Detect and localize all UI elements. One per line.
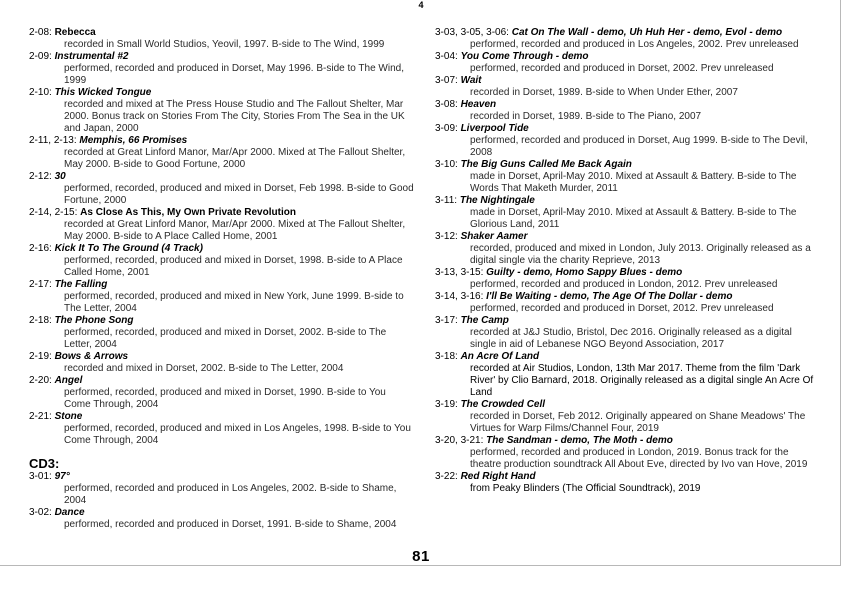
track-entry [435,159,815,195]
track-heading [29,51,414,63]
track-entry [435,291,815,315]
track-description: recorded and mixed in Dorset, 2002. B-side to The Letter, 2004 [64,363,344,374]
track-number: 3-20, 3-21: [435,435,484,446]
track-title: The Big Guns Called Me Back Again [460,159,632,170]
cd3-track-list [29,471,414,531]
track-entry [435,399,815,435]
track-heading [29,471,414,483]
track-title: Instrumental #2 [54,51,129,62]
track-heading [29,243,414,255]
track-entry [29,411,414,447]
track-title: Kick It To The Ground (4 Track) [54,243,203,254]
left-column [29,27,414,531]
track-description: recorded in Dorset, 1989. B-side to The Piano, 2007 [470,111,702,122]
track-description: recorded in Dorset, Feb 2012. Originally appeared on Shane Meadows' The Virtues for Warp Films/Channel Four, 2019 [470,411,806,434]
track-heading [435,195,815,207]
track-description: recorded in Small World Studios, Yeovil, 1997. B-side to The Wind, 1999 [64,39,385,50]
track-number: 3-02: [29,507,52,518]
track-title: As Close As This, My Own Private Revolution [80,207,296,218]
track-title: Memphis, 66 Promises [79,135,188,146]
track-description: recorded in Dorset, 1989. B-side to When Under Ether, 2007 [470,87,738,98]
track-entry [435,471,815,495]
track-description: from Peaky Blinders (The Official Soundtrack), 2019 [470,483,701,494]
track-number: 2-20: [29,375,52,386]
track-title: Heaven [460,99,497,110]
track-title: 30 [54,171,66,182]
track-title: Stone [54,411,83,422]
track-heading [29,135,414,147]
track-description: made in Dorset, April-May 2010. Mixed at Assault & Battery. B-side to The Words That Maketh Murder, 2011 [470,171,797,194]
track-description: recorded, produced and mixed in London, July 2013. Originally released as a digital single via the charity Reprieve, 2013 [470,243,811,266]
track-title: Bows & Arrows [54,351,129,362]
track-description: performed, recorded and produced in Dorset, Aug 1999. B-side to The Devil, 2008 [470,135,808,158]
track-entry [435,267,815,291]
track-heading [29,375,414,387]
track-entry [29,351,414,375]
track-entry [29,87,414,135]
track-heading [435,231,815,243]
track-title: The Crowded Cell [460,399,546,410]
track-number: 2-19: [29,351,52,362]
track-entry [29,279,414,315]
track-heading [435,471,815,483]
track-heading [29,207,414,219]
track-number: 3-22: [435,471,458,482]
track-title: Red Right Hand [460,471,536,482]
page-number: 81 [412,548,430,565]
track-title: The Camp [460,315,509,326]
track-number: 3-13, 3-15: [435,267,484,278]
track-heading [29,351,414,363]
track-entry [435,51,815,75]
track-number: 3-09: [435,123,458,134]
track-title: The Sandman - demo, The Moth - demo [486,435,673,446]
cd3-track-list-continued [435,27,815,495]
track-number: 2-17: [29,279,52,290]
track-number: 3-07: [435,75,458,86]
track-title: Liverpool Tide [460,123,529,134]
track-entry [29,471,414,507]
track-description: performed, recorded and produced in Los Angeles, 2002. Prev unreleased [470,39,799,50]
track-heading [435,291,815,303]
track-description: performed, recorded, produced and mixed in Dorset, 1990. B-side to You Come Through, 2004 [64,387,386,410]
track-number: 3-11: [435,195,458,206]
track-description: performed, recorded and produced in London, 2012. Prev unreleased [470,279,778,290]
track-entry [29,27,414,51]
track-entry [29,507,414,531]
track-title: The Nightingale [459,195,535,206]
track-heading [435,399,815,411]
track-description: performed, recorded and produced in Los Angeles, 2002. B-side to Shame, 2004 [64,483,397,506]
track-heading [29,315,414,327]
track-heading [435,27,815,39]
track-title: Shaker Aamer [460,231,528,242]
track-title: Guilty - demo, Homo Sappy Blues - demo [486,267,683,278]
track-title: An Acre Of Land [460,351,540,362]
track-entry [29,315,414,351]
track-entry [435,99,815,123]
track-heading [435,435,815,447]
track-description: recorded at Air Studios, London, 13th Mar 2017. Theme from the film 'Dark River' by Clio Barnard, 2018. Originally released as a digital single An Acre Of Land [470,363,814,398]
track-description: performed, recorded and produced in Dorset, 1991. B-side to Shame, 2004 [64,519,397,530]
track-number: 2-09: [29,51,52,62]
track-description: recorded at Great Linford Manor, Mar/Apr 2000. Mixed at The Fallout Shelter, May 2000. B-side to Good Fortune, 2000 [64,147,406,170]
track-entry [29,171,414,207]
track-heading [435,75,815,87]
track-number: 2-14, 2-15: [29,207,78,218]
track-description: recorded and mixed at The Press House Studio and The Fallout Shelter, Mar 2000. Bonus track on Stories From The City, Stories From The Sea in the UK and Japan, 2000 [64,99,405,134]
track-number: 2-18: [29,315,52,326]
track-heading [435,123,815,135]
track-number: 3-04: [435,51,458,62]
track-description: performed, recorded and produced in London, 2019. Bonus track for the theatre production soundtrack All About Eve, directed by Ivo van Hove, 2019 [470,447,808,470]
track-entry [435,195,815,231]
track-number: 2-08: [29,27,52,38]
track-heading [29,171,414,183]
track-title: You Come Through - demo [460,51,589,62]
track-number: 3-19: [435,399,458,410]
track-description: performed, recorded, produced and mixed in New York, June 1999. B-side to The Letter, 2004 [64,291,404,314]
track-heading [435,315,815,327]
top-page-number: 4 [418,0,424,10]
track-description: performed, recorded and produced in Dorset, 2012. Prev unreleased [470,303,774,314]
track-number: 3-14, 3-16: [435,291,484,302]
track-title: I'll Be Waiting - demo, The Age Of The Dollar - demo [486,291,733,302]
track-entry [29,51,414,87]
track-number: 2-21: [29,411,52,422]
track-entry [29,243,414,279]
track-entry [29,375,414,411]
cd3-heading: CD3: [29,456,60,471]
track-title: The Phone Song [54,315,134,326]
track-number: 3-17: [435,315,458,326]
track-number: 3-08: [435,99,458,110]
cd2-track-list [29,27,414,447]
track-description: performed, recorded, produced and mixed in Dorset, 1998. B-side to A Place Called Home, 2001 [64,255,403,278]
track-title: 97° [54,471,70,482]
track-heading [29,411,414,423]
track-description: recorded at J&J Studio, Bristol, Dec 2016. Originally released as a digital single in aid of Lebanese NGO Beyond Association, 2017 [470,327,792,350]
track-number: 3-01: [29,471,52,482]
right-column [435,27,815,495]
track-number: 3-10: [435,159,458,170]
track-title: Dance [54,507,85,518]
track-entry [29,207,414,243]
track-heading [29,507,414,519]
track-heading [29,27,414,39]
track-description: performed, recorded and produced in Dorset, 2002. Prev unreleased [470,63,774,74]
track-number: 2-10: [29,87,52,98]
track-title: The Falling [54,279,108,290]
track-title: Wait [460,75,482,86]
track-number: 2-11, 2-13: [29,135,77,146]
track-title: Cat On The Wall - demo, Uh Huh Her - demo, Evol - demo [511,27,783,38]
track-entry [435,27,815,51]
track-entry [435,315,815,351]
track-description: made in Dorset, April-May 2010. Mixed at Assault & Battery. B-side to The Glorious Land, 2011 [470,207,797,230]
track-number: 2-12: [29,171,52,182]
track-description: recorded at Great Linford Manor, Mar/Apr 2000. Mixed at The Fallout Shelter, May 2000. B-side to A Place Called Home, 2001 [64,219,406,242]
track-number: 2-16: [29,243,52,254]
track-heading [29,279,414,291]
track-heading [435,99,815,111]
track-description: performed, recorded, produced and mixed in Dorset, 2002. B-side to The Letter, 2004 [64,327,387,350]
track-entry [435,75,815,99]
track-heading [435,351,815,363]
track-heading [435,159,815,171]
track-number: 3-18: [435,351,458,362]
track-entry [435,123,815,159]
track-description: performed, recorded, produced and mixed in Los Angeles, 1998. B-side to You Come Through, 2004 [64,423,411,446]
track-entry [435,351,815,399]
track-number: 3-03, 3-05, 3-06: [435,27,509,38]
track-description: performed, recorded, produced and mixed in Dorset, Feb 1998. B-side to Good Fortune, 2000 [64,183,414,206]
track-description: performed, recorded and produced in Dorset, May 1996. B-side to The Wind, 1999 [64,63,404,86]
track-title: This Wicked Tongue [54,87,152,98]
track-entry [435,435,815,471]
track-entry [29,135,414,171]
track-title: Rebecca [54,27,96,38]
track-entry [435,231,815,267]
track-heading [435,51,815,63]
track-heading [435,267,815,279]
track-heading [29,87,414,99]
track-title: Angel [54,375,83,386]
track-number: 3-12: [435,231,458,242]
